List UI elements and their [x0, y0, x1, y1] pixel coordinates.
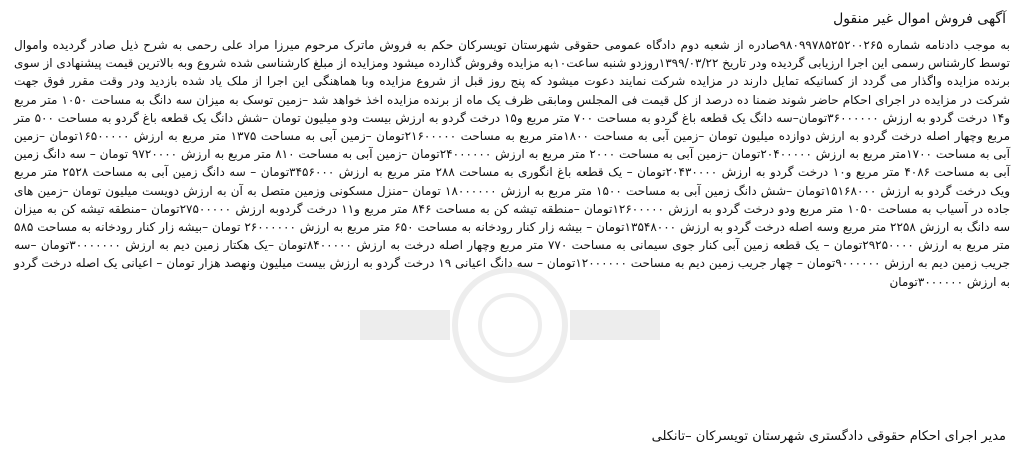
signature-line: مدیر اجرای احکام حقوقی دادگستری شهرستان تویسرکان –تانکلی — [651, 429, 1006, 444]
notice-title: آگهی فروش اموال غیر منقول — [833, 11, 1006, 27]
notice-body: به موجب دادنامه شماره ۹۸۰۹۹۷۸۵۲۵۲۰۰۲۶۵صادره از شعبه دوم دادگاه عمومی حقوقی شهرستان تویسرکان حکم به فروش ماترک مرحوم میرزا مراد علی رحمی به شرح ذیل صادر گردیده واموال توسط کارشناس رسمی این اجرا ارزیابی گردیده ودر تاریخ ۱۳۹۹/۰۳/۲۲روزدو شنبه ساعت۱۰به مزایده وفروش گذارده میشود ومزایده از مبلغ کارشناسی شده شروع وبه بالاترین قیمت پیشنهادی از سوی برنده مزایده واگذار می گردد از کسانیکه تمایل دارند در مزایده شرکت نمایند دعوت میشود که پنج روز قبل از شروع مزایده وبا هماهنگی این اجرا از ملک یاد شده بازدید ودر وقت مقرر فوق جهت شرکت در مزایده در اجرای احکام حاضر شوند ضمنا ده درصد از کل قیمت فی المجلس ومابقی ظرف یک ماه از برنده مزایده اخذ خواهد شد –زمین توسک به میزان سه دانگ به مساحت ۱۰۵۰ متر مربع و۱۴ درخت گردو به ارزش ۳۶۰۰۰۰۰۰تومان–سه دانگ یک قطعه باغ گردو به مساحت ۷۰۰ متر مربع و۱۵ درخت گردو به ارزش بیست ودو میلیون تومان –شش دانگ یک قطعه باغ گردو به مساحت ۵۰۰ متر مربع وچهار اصله درخت گردو به ارزش دوازده میلیون تومان –زمین آبی به مساحت ۱۸۰۰متر مربع به مساحت ۲۱۶۰۰۰۰۰تومان –زمین آبی به مساحت ۱۳۷۵ متر مربع به ارزش ۱۶۵۰۰۰۰۰تومان –زمین آبی به مساحت ۱۷۰۰متر مربع به ارزش ۲۰۴۰۰۰۰۰تومان –زمین آبی به مساحت ۲۰۰۰ متر مربع به ارزش ۲۴۰۰۰۰۰۰تومان –زمین آبی به مساحت ۸۱۰ متر مربع به ارزش ۹۷۲۰۰۰۰ تومان – سه دانگ زمین آبی به مساحت ۴۰۸۶ متر مربع و۱۰ درخت گردو به ارزش ۲۰۴۳۰۰۰۰تومان – یک قطعه باغ انگوری به مساحت ۲۸۸ متر مربع به ارزش ۳۴۵۶۰۰۰تومان – سه دانگ زمین آبی به مساحت ۲۵۲۸ متر مربع ویک درخت گردو به ارزش ۱۵۱۶۸۰۰۰تومان –شش دانگ زمین آبی به مساحت ۱۵۰۰ متر مربع به ارزش ۱۸۰۰۰۰۰۰ تومان –منزل مسکونی وزمین متصل به آن به ارزش دویست میلیون تومان –زمین های جاده در آسیاب به مساحت ۱۰۵۰ متر مربع ودو درخت گردو به ارزش ۱۲۶۰۰۰۰۰تومان –منطقه تیشه کن به مساحت ۸۴۶ متر مربع و۱۱ درخت گردوبه ارزش ۲۷۵۰۰۰۰۰تومان –منطقه تیشه کن به میزان سه دانگ به ارزش ۲۲۵۸ متر مربع وسه اصله درخت گردو به ارزش ۱۳۵۴۸۰۰۰تومان – بیشه زار کنار رودخانه به مساحت ۶۵۰ متر مربع به ارزش ۲۶۰۰۰۰۰۰ تومان –بیشه زار کنار رودخانه به مساحت ۵۸۵ متر مربع به ارزش ۲۹۲۵۰۰۰۰تومان – یک قطعه زمین آبی کنار جوی سیمانی به مساحت ۷۷۰ متر مربع وچهار اصله درخت به ارزش ۸۴۰۰۰۰۰تومان –یک هکتار زمین دیم به ارزش ۳۰۰۰۰۰۰۰تومان –سه جریب زمین دیم به ارزش ۹۰۰۰۰۰۰تومان – چهار جریب زمین دیم به مساحت ۱۲۰۰۰۰۰۰تومان – سه دانگ اعیانی ۱۹ درخت گردو به ارزش بیست میلیون ونهصد هزار تومان – اعیانی یک اصله درخت گردو به ارزش ۳۰۰۰۰۰۰تومان — [14, 38, 1011, 289]
